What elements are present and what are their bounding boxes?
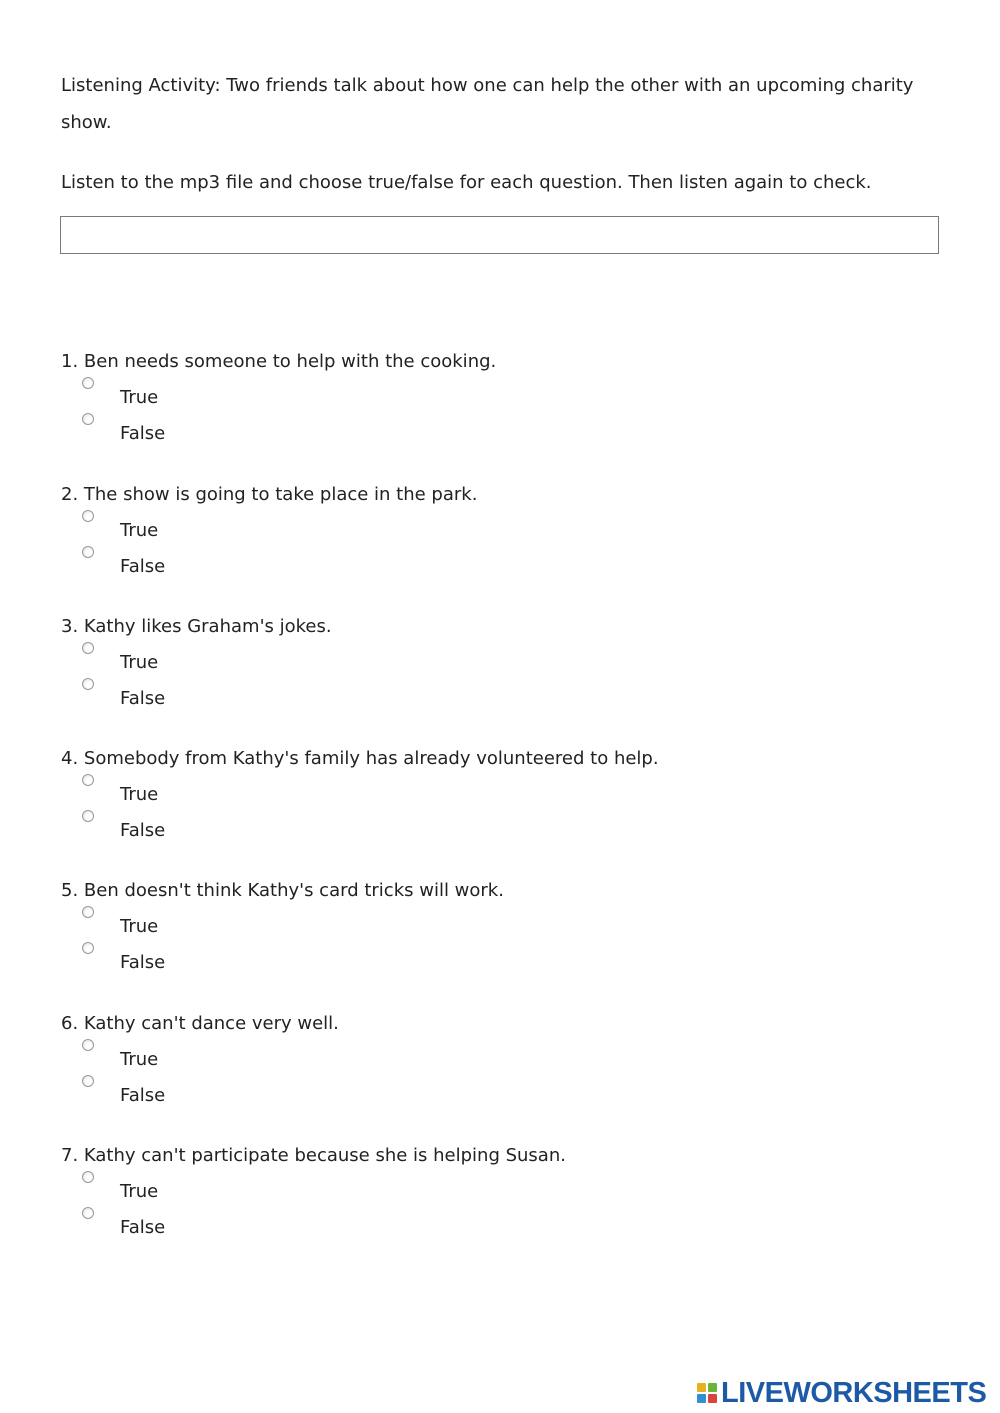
option-true[interactable]	[61, 1167, 941, 1203]
option-true[interactable]	[61, 1035, 941, 1071]
radio-button[interactable]	[82, 1171, 94, 1183]
option-label: True	[120, 1049, 159, 1070]
radio-button[interactable]	[82, 510, 94, 522]
radio-button[interactable]	[82, 810, 94, 822]
question-item	[61, 616, 941, 710]
question-text: 7. Kathy can't participate because she is helping Susan.	[61, 1145, 566, 1166]
option-label: False	[120, 820, 166, 841]
radio-button[interactable]	[82, 546, 94, 558]
question-item	[61, 880, 941, 974]
option-label: False	[120, 556, 166, 577]
option-true[interactable]	[61, 506, 941, 542]
liveworksheets-logo	[697, 1377, 986, 1409]
question-text: 6. Kathy can't dance very well.	[61, 1013, 339, 1034]
question-text: 5. Ben doesn't think Kathy's card tricks will work.	[61, 880, 504, 901]
option-false[interactable]	[61, 674, 941, 710]
option-label: False	[120, 1217, 166, 1238]
option-false[interactable]	[61, 542, 941, 578]
option-label: True	[120, 784, 159, 805]
question-item	[61, 748, 941, 842]
question-item	[61, 351, 941, 445]
option-label: True	[120, 520, 159, 541]
radio-button[interactable]	[82, 642, 94, 654]
radio-button[interactable]	[82, 678, 94, 690]
option-true[interactable]	[61, 902, 941, 938]
question-item	[61, 484, 941, 578]
option-false[interactable]	[61, 938, 941, 974]
radio-button[interactable]	[82, 413, 94, 425]
option-label: True	[120, 652, 159, 673]
radio-button[interactable]	[82, 774, 94, 786]
question-text: 3. Kathy likes Graham's jokes.	[61, 616, 332, 637]
activity-instructions: Listen to the mp3 file and choose true/false for each question. Then listen again to check.	[61, 172, 872, 193]
question-item	[61, 1013, 941, 1107]
option-true[interactable]	[61, 373, 941, 409]
logo-tile	[697, 1383, 706, 1392]
option-label: False	[120, 688, 166, 709]
logo-tile	[708, 1394, 717, 1403]
logo-tile	[697, 1394, 706, 1403]
radio-button[interactable]	[82, 1075, 94, 1087]
option-label: True	[120, 916, 159, 937]
option-label: False	[120, 1085, 166, 1106]
question-text: 1. Ben needs someone to help with the cooking.	[61, 351, 497, 372]
radio-button[interactable]	[82, 377, 94, 389]
option-label: True	[120, 387, 159, 408]
option-false[interactable]	[61, 409, 941, 445]
option-label: True	[120, 1181, 159, 1202]
option-true[interactable]	[61, 638, 941, 674]
radio-button[interactable]	[82, 1207, 94, 1219]
activity-description: Listening Activity: Two friends talk about how one can help the other with an upcoming charity show.	[61, 75, 914, 133]
logo-tile	[708, 1383, 717, 1392]
question-text: 4. Somebody from Kathy's family has already volunteered to help.	[61, 748, 659, 769]
radio-button[interactable]	[82, 1039, 94, 1051]
option-false[interactable]	[61, 1203, 941, 1239]
logo-mark-icon	[697, 1383, 717, 1403]
question-text: 2. The show is going to take place in the park.	[61, 484, 478, 505]
radio-button[interactable]	[82, 906, 94, 918]
option-label: False	[120, 423, 166, 444]
option-label: False	[120, 952, 166, 973]
audio-player-box[interactable]	[60, 216, 939, 254]
question-item	[61, 1145, 941, 1239]
option-false[interactable]	[61, 806, 941, 842]
logo-text: LIVEWORKSHEETS	[721, 1376, 987, 1409]
radio-button[interactable]	[82, 942, 94, 954]
option-false[interactable]	[61, 1071, 941, 1107]
option-true[interactable]	[61, 770, 941, 806]
